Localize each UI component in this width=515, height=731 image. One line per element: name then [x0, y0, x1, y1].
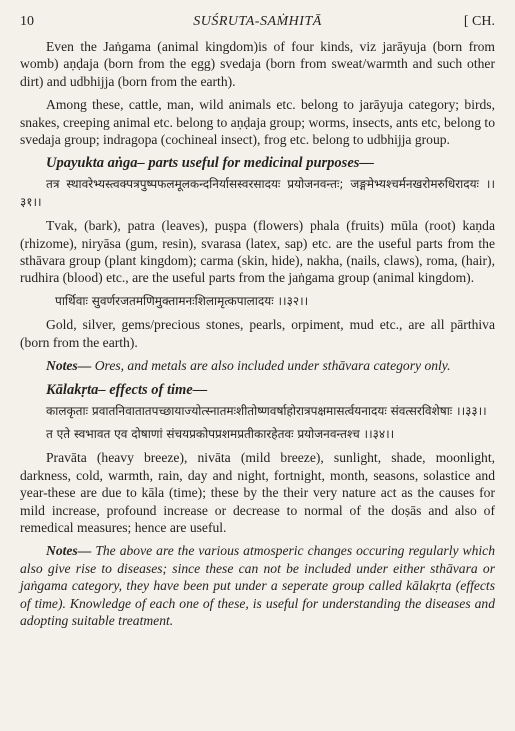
page-number: 10	[20, 14, 34, 29]
notes-atmospheric-changes	[20, 542, 495, 629]
paragraph-categories: Among these, cattle, man, wild animals etc. belong to jarāyuja category; birds, snakes, creeping animal etc. belong to aṇḍaja group; worms, insects, ants etc, belong to svedaja group; indragopa (cochineal insect), frog etc. belong to udbhijja group.	[20, 97, 495, 148]
sanskrit-verse-33: कालकृताः प्रवातनिवातातपच्छायाज्योत्स्नातमःशीतोष्णवर्षाहोरात्रपक्षमासर्त्वयनादयः संवत्सरविशेषाः ।।३३।।	[46, 403, 487, 418]
notes-ores-metals	[20, 357, 495, 374]
running-title: SUŚRUTA-SAṀHITĀ	[193, 14, 322, 29]
sanskrit-verse-31: तत्र स्थावरेभ्यस्त्वक्पत्रपुष्पफलमूलकन्दनिर्यासस्वरसादयः प्रयोजनवन्तः; जङ्गमेभ्यश्चर्मनखरोमरुधिरादयः ।।३१।।	[20, 177, 495, 209]
notes-text: The above are the various atmosperic changes occuring regularly which also give rise to diseases; since these can not be included under either sthāvara or jaṅgama category, they have been put under a seperate group called kālakṛta (effects of time). Knowledge of each one of these, is useful for understanding the diseases and adopting suitable treatment.	[20, 543, 495, 628]
notes-label: Notes—	[46, 543, 92, 559]
sanskrit-verse-34: त एते स्वभावत एव दोषाणां संचयप्रकोपप्रशमप्रतीकारहेतवः प्रयोजनवन्तश्च ।।३४।।	[46, 426, 395, 441]
paragraph-jangama-kinds: Even the Jaṅgama (animal kingdom)is of four kinds, viz jarāyuja (born from womb) aṇḍaja (born from the egg) svedaja (born from sweat/warmth and such other dirt) and udbhijja (born from the earth).	[20, 39, 495, 89]
page-body	[20, 38, 495, 635]
paragraph-kala-effects: Pravāta (heavy breeze), nivāta (mild breeze), sunlight, shade, moonlight, darkness, cold, warmth, rain, day and night, fortnight, month, seasons, solastice and year-these are due to kāla (time); these by the their very nature act as the causes for mild increase, profound increase or decrease to normal of the doṣās and also of remedical measures; hence are useful.	[20, 450, 495, 535]
page-header	[0, 14, 515, 34]
section-heading-kalakrta: Kālakṛta– effects of time—	[46, 381, 208, 398]
notes-text: Ores, and metals are also included under sthāvara category only.	[91, 358, 451, 374]
sanskrit-verse-32: पार्थिवाः सुवर्णरजतमणिमुक्तामनःशिलामृत्कपालादयः ।।३२।।	[55, 293, 309, 308]
paragraph-parthiva: Gold, silver, gems/precious stones, pearls, orpiment, mud etc., are all pārthiva (born from the earth).	[20, 317, 495, 350]
chapter-mark: [ CH.	[463, 14, 495, 29]
paragraph-useful-parts: Tvak, (bark), patra (leaves), puṣpa (flowers) phala (fruits) mūla (root) kaṇda (rhizome), niryāsa (gum, resin), svarasa (latex, sap) etc. are the useful parts from the sthāvara group (plant kingdom); carma (skin, hide), nakha, (nails, claws), roma, (hair), rudhira (blood) etc., are the useful parts from the jaṅgama group (animal kingdom).	[20, 218, 495, 286]
notes-label: Notes—	[46, 358, 92, 374]
section-heading-upayukta-anga: Upayukta aṅga– parts useful for medicinal purposes—	[46, 155, 374, 172]
